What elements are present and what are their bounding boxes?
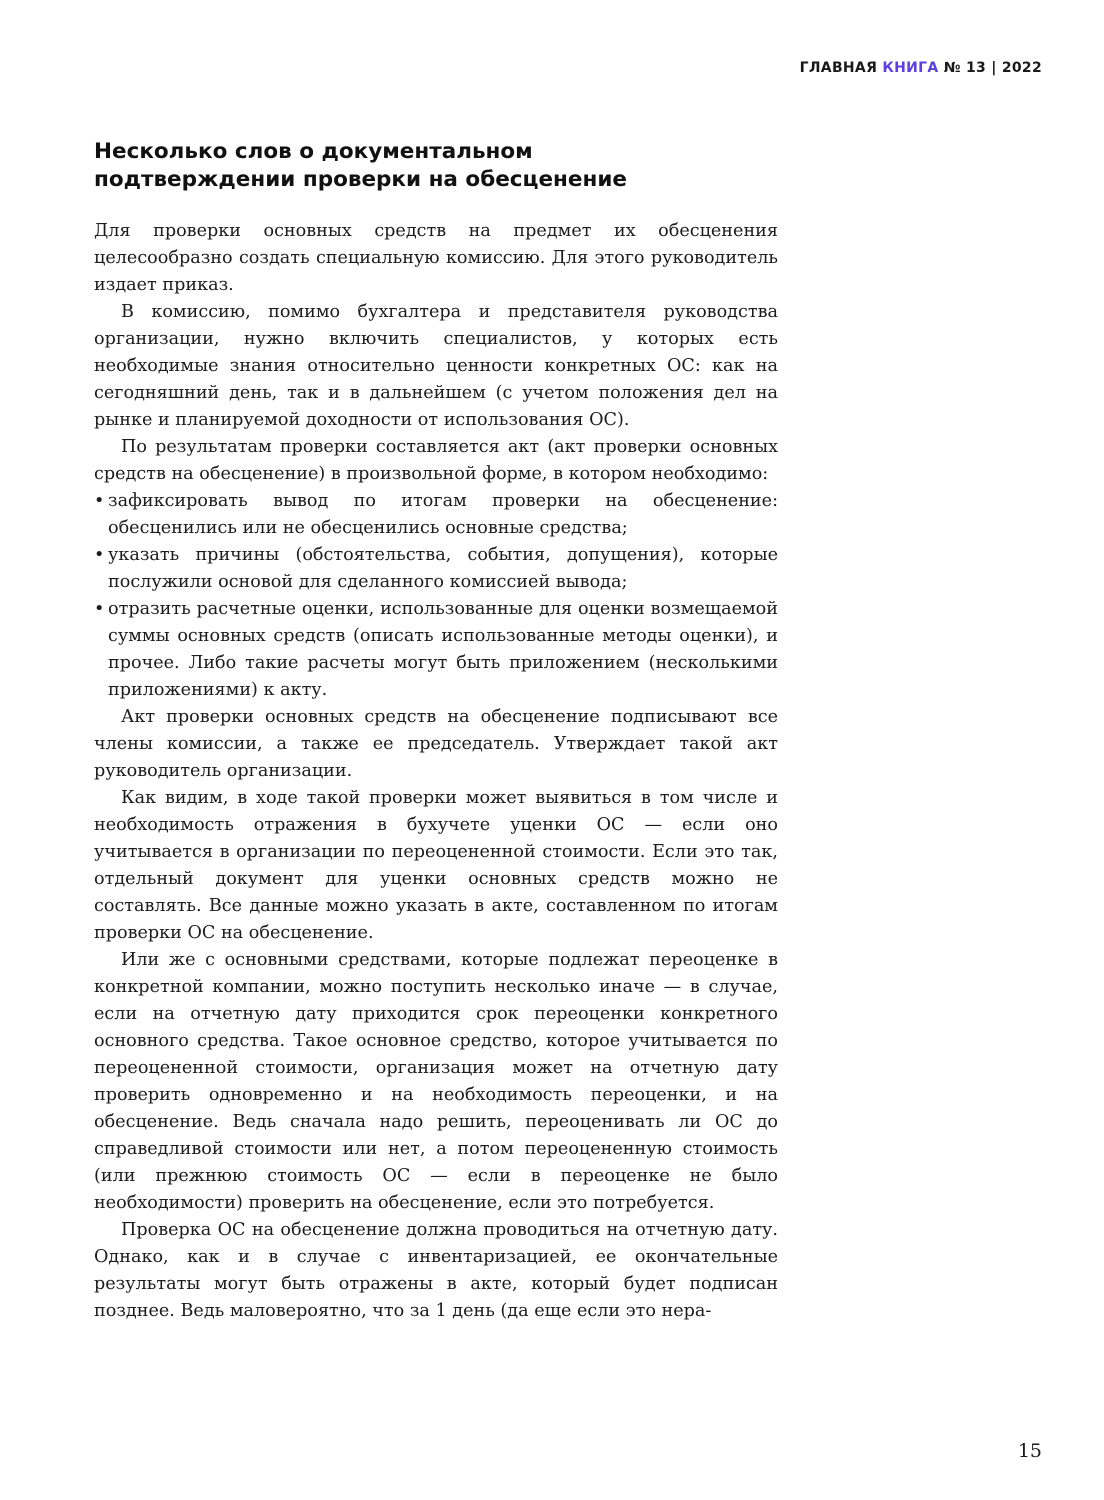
running-header bbox=[800, 60, 1042, 76]
bullet-list bbox=[94, 488, 778, 704]
paragraph-7: Проверка ОС на обесценение должна проводиться на отчетную дату. Однако, как и в случае с инвентаризацией, ее окончательные результаты могут быть отражены в акте, который будет подписан позднее. Ведь маловероятно, что за 1 день (да еще если это нера- bbox=[94, 1220, 778, 1321]
article-title bbox=[94, 138, 778, 194]
bullet-item-3: • отразить расчетные оценки, использованные для оценки возмещаемой суммы основных средств (описать использованные методы оценки), и прочее. Либо такие расчеты могут быть приложением (несколькими приложениями) к акту. bbox=[94, 596, 778, 704]
paragraph-1: Для проверки основных средств на предмет их обесценения целесообразно создать специальную комиссию. Для этого руководитель издает приказ. bbox=[94, 221, 778, 295]
brand-name: ГЛАВНАЯ bbox=[799, 60, 878, 76]
article-title-line-1: Несколько слов о документальном bbox=[94, 139, 533, 164]
article bbox=[94, 138, 778, 1325]
paragraph-4: Акт проверки основных средств на обесценение подписывают все члены комиссии, а также ее председатель. Утверждает такой акт руководитель организации. bbox=[94, 707, 778, 781]
article-title-line-2: подтверждении проверки на обесценение bbox=[94, 167, 627, 192]
paragraph-2: В комиссию, помимо бухгалтера и представителя руководства организации, нужно включить специалистов, у которых есть необходимые знания относительно ценности конкретных ОС: как на сегодняшний день, так и в дальнейшем (с учетом положения дел на рынке и планируемой доходности от использования ОС). bbox=[94, 302, 778, 430]
page-number: 15 bbox=[1017, 1440, 1042, 1462]
issue-number: № 13 | 2022 bbox=[943, 60, 1042, 76]
paragraph-5: Как видим, в ходе такой проверки может выявиться в том числе и необходимость отражения в бухучете уценки ОС — если оно учитывается в организации по переоцененной стоимости. Если это так, отдельный документ для уценки основных средств можно не составлять. Все данные можно указать в акте, составленном по итогам проверки ОС на обесценение. bbox=[94, 788, 778, 943]
paragraph-3: По результатам проверки составляется акт (акт проверки основных средств на обесценение) в произвольной форме, в котором необходимо: bbox=[94, 437, 778, 484]
paragraph-6: Или же с основными средствами, которые подлежат переоценке в конкретной компании, можно поступить несколько иначе — в случае, если на отчетную дату приходится срок переоценки конкретного основного средства. Такое основное средство, которое учитывается по переоцененной стоимости, организация может на отчетную дату проверить одновременно и на необходимость переоценки, и на обесценение. Ведь сначала надо решить, переоценивать ли ОС до справедливой стоимости или нет, а потом переоцененную стоимость (или прежнюю стоимость ОС — если в переоценке не было необходимости) проверить на обесценение, если это потребуется. bbox=[94, 950, 778, 1213]
bullet-item-1: • зафиксировать вывод по итогам проверки на обесценение: обесценились или не обесценились основные средства; bbox=[94, 488, 778, 542]
brand-name-accent: КНИГА bbox=[882, 60, 939, 76]
bullet-item-2: • указать причины (обстоятельства, события, допущения), которые послужили основой для сделанного комиссией вывода; bbox=[94, 542, 778, 596]
